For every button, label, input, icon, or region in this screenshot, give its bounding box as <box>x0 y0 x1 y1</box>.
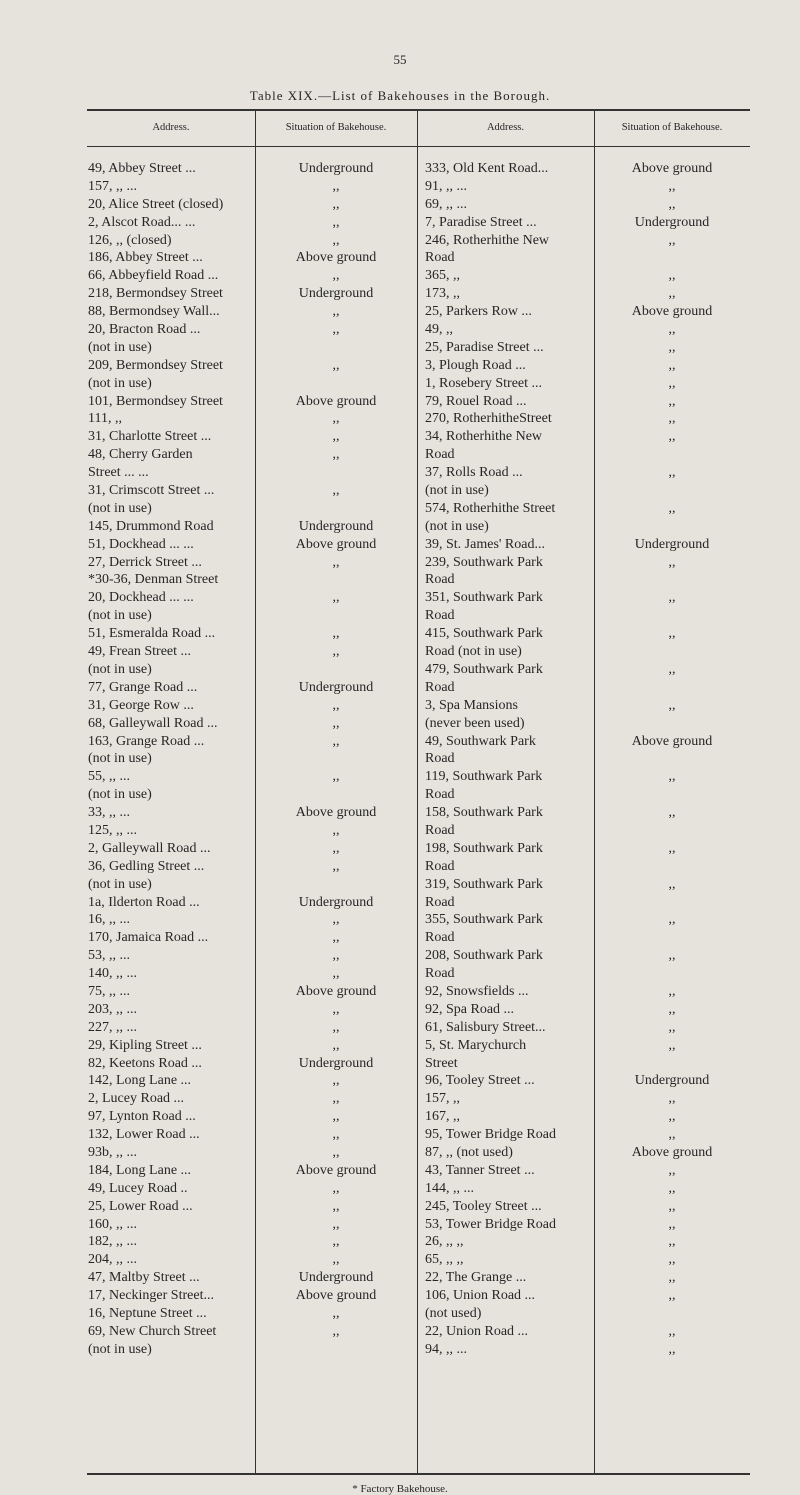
address-cell: 218, Bermondsey Street <box>88 286 223 302</box>
address-cell: 173, ,, <box>425 286 460 302</box>
address-cell: 415, Southwark Park <box>425 626 543 642</box>
address-cell: 20, Alice Street (closed) <box>88 196 224 212</box>
situation-cell <box>594 858 750 876</box>
situation-cell: ,, <box>332 1037 340 1053</box>
situation-cell: ,, <box>332 697 340 713</box>
address-cell: 1, Rosebery Street ... <box>425 375 543 391</box>
address-cell: 2, Galleywall Road ... <box>88 840 211 856</box>
address-cell: 36, Gedling Street ... <box>88 858 205 874</box>
address-cell: 49, Frean Street ... <box>88 644 192 660</box>
address-cell: Road <box>425 822 455 838</box>
address-cell: 145, Drummond Road <box>88 518 214 534</box>
situation-cell <box>594 679 750 697</box>
situation-column-left <box>255 160 417 1359</box>
address-cell: 49, Lucey Road .. <box>88 1180 188 1196</box>
situation-cell: ,, <box>332 769 340 785</box>
situation-cell: ,, <box>332 644 340 660</box>
situation-cell: Underground <box>298 679 374 695</box>
situation-cell <box>594 607 750 625</box>
situation-cell <box>255 786 417 804</box>
situation-cell <box>594 249 750 267</box>
situation-cell: ,, <box>668 1180 676 1196</box>
address-cell: Road <box>425 250 455 266</box>
address-cell: 68, Galleywall Road ... <box>88 715 218 731</box>
address-cell: (not used) <box>425 1306 482 1321</box>
situation-cell: ,, <box>332 930 340 946</box>
address-cell: 158, Southwark Park <box>425 805 543 821</box>
situation-cell: Above ground <box>295 250 377 266</box>
situation-cell: Above ground <box>295 536 377 552</box>
address-cell: (not in use) <box>88 339 152 355</box>
address-cell: 94, ,, ... <box>425 1341 467 1357</box>
situation-cell: ,, <box>668 948 676 964</box>
address-cell: 82, Keetons Road ... <box>88 1055 202 1071</box>
situation-cell <box>255 1341 417 1359</box>
situation-column-right <box>594 160 750 1359</box>
situation-cell: ,, <box>668 912 676 928</box>
situation-cell: Underground <box>298 1055 374 1071</box>
address-cell: Street <box>425 1055 458 1071</box>
situation-cell: ,, <box>332 590 340 606</box>
situation-cell: ,, <box>668 554 676 570</box>
address-cell: 25, Parkers Row ... <box>425 304 532 320</box>
header-address-left: Address. <box>152 122 190 133</box>
situation-cell: ,, <box>332 733 340 749</box>
address-cell: 160, ,, ... <box>88 1216 137 1232</box>
situation-cell: ,, <box>668 1288 676 1304</box>
address-cell: 239, Southwark Park <box>425 554 543 570</box>
address-cell: Street ... ... <box>88 465 149 481</box>
situation-cell <box>594 518 750 536</box>
situation-cell: ,, <box>332 1073 340 1089</box>
address-cell: 157, ,, <box>425 1091 460 1107</box>
situation-cell: ,, <box>668 1341 676 1357</box>
situation-cell: ,, <box>332 626 340 642</box>
address-cell: (not in use) <box>88 787 152 803</box>
address-cell: 92, Snowsfields ... <box>425 983 529 999</box>
situation-cell: ,, <box>668 1091 676 1107</box>
situation-cell <box>594 894 750 912</box>
situation-cell: Underground <box>634 214 710 230</box>
situation-cell: ,, <box>668 268 676 284</box>
address-cell: 186, Abbey Street ... <box>88 250 203 266</box>
address-cell: 111, ,, <box>88 411 122 427</box>
situation-cell: ,, <box>332 178 340 194</box>
address-cell: Road <box>425 787 455 803</box>
situation-cell: ,, <box>668 1198 676 1214</box>
address-cell: 3, Plough Road ... <box>425 357 526 373</box>
address-cell: 88, Bermondsey Wall... <box>88 304 220 320</box>
situation-cell <box>255 750 417 768</box>
address-cell: 91, ,, ... <box>425 178 467 194</box>
address-cell: 79, Rouel Road ... <box>425 393 527 409</box>
address-cell: 184, Long Lane ... <box>88 1162 192 1178</box>
address-cell: 365, ,, <box>425 268 460 284</box>
situation-cell: ,, <box>332 715 340 731</box>
situation-cell: Underground <box>298 894 374 910</box>
situation-cell <box>594 571 750 589</box>
situation-cell: ,, <box>332 1180 340 1196</box>
situation-cell: Above ground <box>295 1162 377 1178</box>
address-cell: 49, Abbey Street ... <box>88 161 196 176</box>
address-cell: 29, Kipling Street ... <box>88 1037 202 1053</box>
column-divider <box>417 111 418 1473</box>
address-cell: 157, ,, ... <box>88 178 137 194</box>
address-cell: 26, ,, ,, <box>425 1234 464 1250</box>
address-cell: (not in use) <box>88 661 152 677</box>
address-column-left <box>88 160 256 1359</box>
address-cell: 16, ,, ... <box>88 912 130 928</box>
situation-cell: ,, <box>332 1001 340 1017</box>
address-cell: (not in use) <box>425 483 489 499</box>
address-cell: 31, Crimscott Street ... <box>88 483 215 499</box>
situation-cell: ,, <box>668 876 676 892</box>
address-cell: 31, Charlotte Street ... <box>88 429 212 445</box>
situation-cell: Underground <box>298 286 374 302</box>
situation-cell: ,, <box>332 1216 340 1232</box>
situation-cell: ,, <box>332 840 340 856</box>
address-cell: 22, The Grange ... <box>425 1270 527 1286</box>
situation-cell <box>594 929 750 947</box>
address-cell: 351, Southwark Park <box>425 590 543 606</box>
situation-cell: ,, <box>332 1323 340 1339</box>
situation-cell: ,, <box>668 357 676 373</box>
situation-cell: ,, <box>332 1144 340 1160</box>
situation-cell: ,, <box>332 1234 340 1250</box>
address-cell: 5, St. Marychurch <box>425 1037 527 1053</box>
address-cell: Road <box>425 679 455 695</box>
address-cell: 3, Spa Mansions <box>425 697 518 713</box>
address-cell: 51, Dockhead ... ... <box>88 536 194 552</box>
footnote: * Factory Bakehouse. <box>352 1483 448 1495</box>
situation-cell: ,, <box>668 1162 676 1178</box>
address-cell: 182, ,, ... <box>88 1234 137 1250</box>
situation-cell: ,, <box>668 697 676 713</box>
situation-cell: Above ground <box>631 1144 713 1160</box>
address-cell: 25, Paradise Street ... <box>425 339 544 355</box>
address-cell: 170, Jamaica Road ... <box>88 930 209 946</box>
address-cell: 31, George Row ... <box>88 697 194 713</box>
address-cell: 227, ,, ... <box>88 1019 137 1035</box>
situation-cell: ,, <box>668 1127 676 1143</box>
situation-cell <box>594 822 750 840</box>
address-cell: 270, RotherhitheStreet <box>425 411 552 427</box>
situation-cell: ,, <box>332 1109 340 1125</box>
situation-cell: Above ground <box>295 983 377 999</box>
address-cell: 39, St. James' Road... <box>425 536 545 552</box>
address-cell: 119, Southwark Park <box>425 769 543 785</box>
address-cell: 2, Alscot Road... ... <box>88 214 196 230</box>
address-cell: 27, Derrick Street ... <box>88 554 202 570</box>
address-cell: 479, Southwark Park <box>425 661 543 677</box>
address-cell: 16, Neptune Street ... <box>88 1306 207 1321</box>
address-cell: 34, Rotherhithe New <box>425 429 543 445</box>
address-cell: 203, ,, ... <box>88 1001 137 1017</box>
address-cell: 92, Spa Road ... <box>425 1001 515 1017</box>
address-cell: 75, ,, ... <box>88 983 130 999</box>
situation-cell <box>255 607 417 625</box>
situation-cell: Underground <box>634 1073 710 1089</box>
table-bottom-rule <box>87 1473 750 1475</box>
table-title: Table XIX.—List of Bakehouses in the Borough. <box>249 88 551 103</box>
address-cell: Road <box>425 447 455 463</box>
situation-cell: Underground <box>634 536 710 552</box>
header-bottom-rule <box>87 146 750 147</box>
situation-cell: ,, <box>332 304 340 320</box>
situation-cell: ,, <box>332 483 340 499</box>
address-cell: 140, ,, ... <box>88 966 137 982</box>
address-cell: 101, Bermondsey Street <box>88 393 223 409</box>
situation-cell: ,, <box>332 196 340 212</box>
situation-cell <box>594 715 750 733</box>
address-cell: 25, Lower Road ... <box>88 1198 193 1214</box>
situation-cell <box>594 786 750 804</box>
situation-cell: ,, <box>668 983 676 999</box>
situation-cell: ,, <box>668 1216 676 1232</box>
situation-cell <box>255 661 417 679</box>
situation-cell: Underground <box>298 161 374 176</box>
situation-cell: ,, <box>668 322 676 338</box>
situation-cell: ,, <box>332 357 340 373</box>
situation-cell: ,, <box>332 948 340 964</box>
address-cell: 17, Neckinger Street... <box>88 1288 214 1304</box>
address-cell: 43, Tanner Street ... <box>425 1162 535 1178</box>
situation-cell: ,, <box>668 769 676 785</box>
address-cell: 208, Southwark Park <box>425 948 543 964</box>
situation-cell: Above ground <box>295 393 377 409</box>
situation-cell <box>594 1305 750 1323</box>
situation-cell <box>594 750 750 768</box>
address-cell: 93b, ,, ... <box>88 1144 137 1160</box>
address-cell: 2, Lucey Road ... <box>88 1091 185 1107</box>
situation-cell: ,, <box>668 1037 676 1053</box>
address-cell: (not in use) <box>88 608 152 624</box>
situation-cell: ,, <box>332 447 340 463</box>
situation-cell: Above ground <box>631 733 713 749</box>
address-cell: 95, Tower Bridge Road <box>425 1127 556 1143</box>
situation-cell: ,, <box>668 1109 676 1125</box>
situation-cell: ,, <box>332 822 340 838</box>
address-cell: 37, Rolls Road ... <box>425 465 523 481</box>
situation-cell: ,, <box>668 1323 676 1339</box>
address-cell: 7, Paradise Street ... <box>425 214 537 230</box>
situation-cell: ,, <box>668 626 676 642</box>
situation-cell: ,, <box>668 500 676 516</box>
address-cell: 61, Salisbury Street... <box>425 1019 546 1035</box>
address-cell: 198, Southwark Park <box>425 840 543 856</box>
situation-cell: ,, <box>332 1252 340 1268</box>
situation-cell: ,, <box>668 178 676 194</box>
situation-cell: Above ground <box>631 304 713 320</box>
situation-cell: ,, <box>332 554 340 570</box>
address-cell: 49, ,, <box>425 322 453 338</box>
situation-cell: Above ground <box>295 805 377 821</box>
situation-cell: ,, <box>668 840 676 856</box>
situation-cell: Underground <box>298 518 374 534</box>
address-cell: (not in use) <box>88 751 152 767</box>
address-cell: 163, Grange Road ... <box>88 733 205 749</box>
address-cell: (not in use) <box>88 876 152 892</box>
address-cell: 53, ,, ... <box>88 948 130 964</box>
situation-cell: ,, <box>668 429 676 445</box>
situation-cell <box>594 1055 750 1073</box>
address-cell: 574, Rotherhithe Street <box>425 500 556 516</box>
situation-cell: ,, <box>332 411 340 427</box>
address-cell: 65, ,, ,, <box>425 1252 464 1268</box>
situation-cell: ,, <box>332 322 340 338</box>
address-cell: 55, ,, ... <box>88 769 130 785</box>
address-cell: Road <box>425 608 455 624</box>
address-cell: 49, Southwark Park <box>425 733 536 749</box>
situation-cell <box>594 482 750 500</box>
situation-cell: ,, <box>332 966 340 982</box>
address-cell: 1a, Ilderton Road ... <box>88 894 200 910</box>
address-cell: 53, Tower Bridge Road <box>425 1216 556 1232</box>
situation-cell: Above ground <box>631 161 713 176</box>
header-address-right: Address. <box>486 122 525 133</box>
address-cell: 51, Esmeralda Road ... <box>88 626 216 642</box>
situation-cell: ,, <box>332 1127 340 1143</box>
address-cell: (never been used) <box>425 715 525 731</box>
address-cell: 246, Rotherhithe New <box>425 232 550 248</box>
situation-cell: ,, <box>332 1091 340 1107</box>
address-cell: 106, Union Road ... <box>425 1288 536 1304</box>
address-cell: Road (not in use) <box>425 644 522 660</box>
address-cell: (not in use) <box>88 500 152 516</box>
situation-cell: ,, <box>668 1252 676 1268</box>
address-cell: Road <box>425 572 455 588</box>
address-cell: 20, Dockhead ... ... <box>88 590 194 606</box>
address-cell: Road <box>425 858 455 874</box>
situation-cell: ,, <box>332 214 340 230</box>
address-cell: 167, ,, <box>425 1109 460 1125</box>
situation-cell: ,, <box>668 286 676 302</box>
address-cell: 125, ,, ... <box>88 822 137 838</box>
page-number: 55 <box>393 52 407 67</box>
address-cell: 33, ,, ... <box>88 805 130 821</box>
situation-cell: ,, <box>668 339 676 355</box>
address-cell: 126, ,, (closed) <box>88 232 172 248</box>
address-cell: 333, Old Kent Road... <box>425 161 549 176</box>
address-cell: 355, Southwark Park <box>425 912 543 928</box>
situation-cell: ,, <box>668 590 676 606</box>
situation-cell: ,, <box>668 1001 676 1017</box>
address-cell: Road <box>425 930 455 946</box>
situation-cell: ,, <box>668 465 676 481</box>
situation-cell: ,, <box>668 411 676 427</box>
situation-cell: ,, <box>668 232 676 248</box>
address-cell: 47, Maltby Street ... <box>88 1270 200 1286</box>
situation-cell: Above ground <box>295 1288 377 1304</box>
situation-cell: ,, <box>668 393 676 409</box>
address-cell: Road <box>425 966 455 982</box>
header-situation-left: Situation of Bakehouse. <box>285 122 387 133</box>
situation-cell <box>255 876 417 894</box>
situation-cell: ,, <box>668 375 676 391</box>
address-cell: 66, Abbeyfield Road ... <box>88 268 219 284</box>
address-cell: 96, Tooley Street ... <box>425 1073 535 1089</box>
header-situation-right: Situation of Bakehouse. <box>621 122 723 133</box>
situation-cell <box>594 643 750 661</box>
address-cell: 69, ,, ... <box>425 196 467 212</box>
address-cell: 87, ,, (not used) <box>425 1144 513 1160</box>
situation-cell: ,, <box>332 912 340 928</box>
situation-cell <box>255 500 417 518</box>
situation-cell: ,, <box>668 1234 676 1250</box>
situation-cell: ,, <box>668 805 676 821</box>
address-cell: 209, Bermondsey Street <box>88 357 223 373</box>
situation-cell: ,, <box>332 268 340 284</box>
situation-cell: ,, <box>332 429 340 445</box>
address-cell: (not in use) <box>88 1341 152 1357</box>
address-cell: (not in use) <box>88 375 152 391</box>
situation-cell <box>255 464 417 482</box>
address-cell: Road <box>425 894 455 910</box>
address-cell: 144, ,, ... <box>425 1180 474 1196</box>
address-cell: 142, Long Lane ... <box>88 1073 192 1089</box>
address-cell: Road <box>425 751 455 767</box>
situation-cell <box>255 339 417 357</box>
address-cell: 319, Southwark Park <box>425 876 543 892</box>
address-cell: *30-36, Denman Street <box>88 572 219 588</box>
situation-cell: ,, <box>668 1270 676 1286</box>
situation-cell: ,, <box>668 661 676 677</box>
situation-cell <box>594 965 750 983</box>
situation-cell: Underground <box>298 1270 374 1286</box>
address-column-right <box>425 160 594 1359</box>
situation-cell: ,, <box>332 232 340 248</box>
address-cell: 245, Tooley Street ... <box>425 1198 542 1214</box>
address-cell: 69, New Church Street <box>88 1323 217 1339</box>
address-cell: 22, Union Road ... <box>425 1323 529 1339</box>
address-cell: 77, Grange Road ... <box>88 679 198 695</box>
address-cell: 204, ,, ... <box>88 1252 137 1268</box>
address-cell: (not in use) <box>425 518 489 534</box>
address-cell: 97, Lynton Road ... <box>88 1109 196 1125</box>
situation-cell <box>594 446 750 464</box>
situation-cell: ,, <box>332 1306 340 1321</box>
situation-cell <box>255 375 417 393</box>
situation-cell: ,, <box>332 1198 340 1214</box>
address-cell: 48, Cherry Garden <box>88 447 193 463</box>
situation-cell: ,, <box>668 196 676 212</box>
situation-cell: ,, <box>332 858 340 874</box>
situation-cell: ,, <box>332 1019 340 1035</box>
address-cell: 20, Bracton Road ... <box>88 322 201 338</box>
situation-cell: ,, <box>668 1019 676 1035</box>
situation-cell <box>255 571 417 589</box>
address-cell: 132, Lower Road ... <box>88 1127 200 1143</box>
